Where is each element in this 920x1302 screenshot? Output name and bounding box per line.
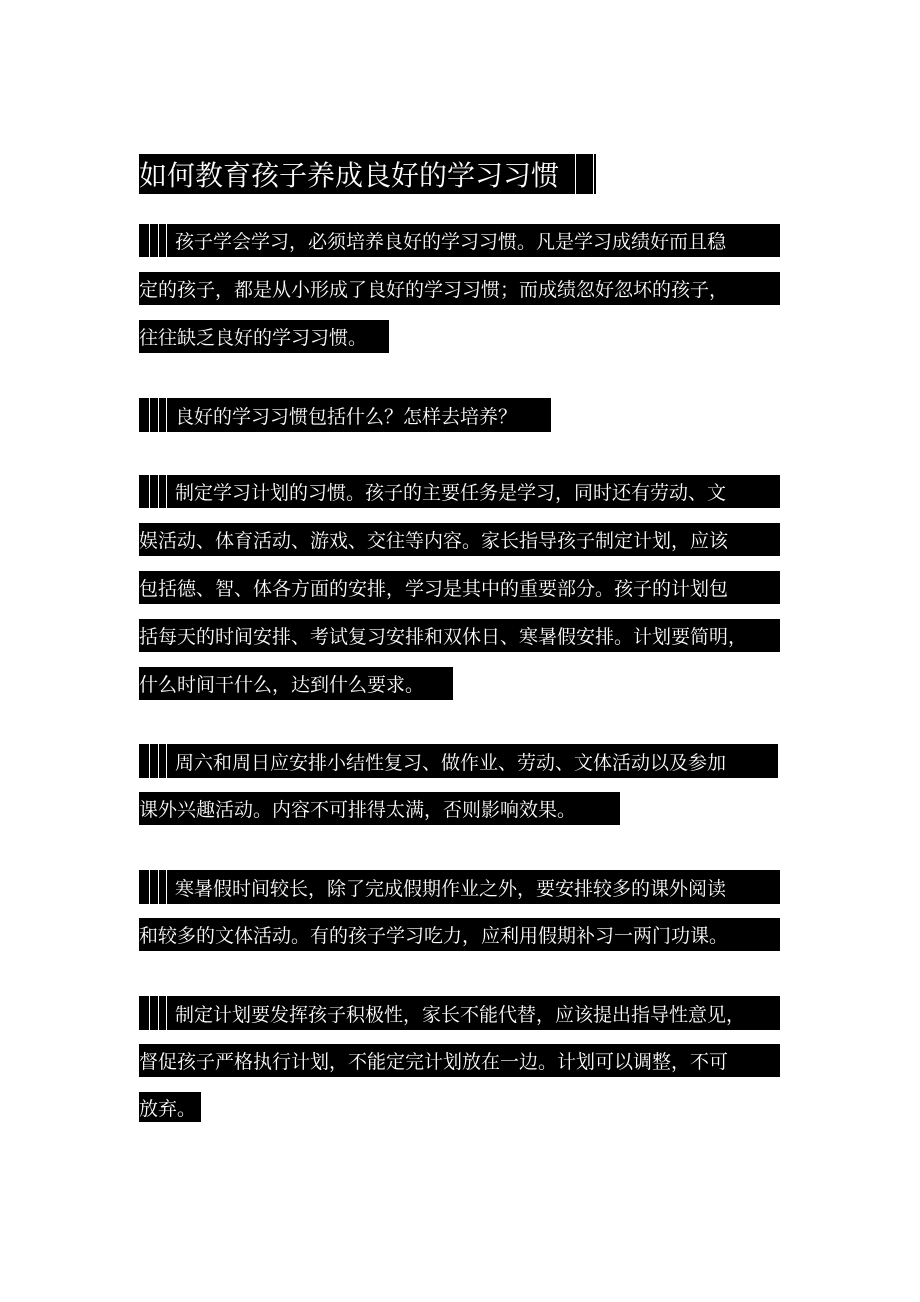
text-line	[139, 996, 780, 1030]
text-line	[139, 224, 780, 257]
indent-marks	[139, 744, 175, 778]
indent-marks	[139, 398, 175, 432]
line-text: 往往缺乏良好的学习习惯。	[139, 327, 368, 349]
text-line	[139, 1092, 201, 1122]
document-title	[139, 154, 596, 194]
line-text: 良好的学习习惯包括什么？怎样去培养？	[175, 405, 518, 428]
line-text: 制定计划要发挥孩子积极性，家长不能代替，应该提出指导性意见，	[175, 1003, 746, 1026]
title-trailing-marks	[559, 154, 596, 194]
line-text: 定的孩子，都是从小形成了良好的学习习惯；而成绩忽好忽坏的孩子，	[139, 279, 729, 301]
text-line	[139, 398, 551, 432]
indent-marks	[139, 475, 175, 508]
line-text: 督促孩子严格执行计划，不能定完计划放在一边。计划可以调整，不可	[139, 1051, 729, 1073]
line-text: 孩子学会学习，必须培养良好的学习习惯。凡是学习成绩好而且稳	[175, 231, 727, 253]
line-text: 什么时间干什么，达到什么要求。	[139, 674, 425, 696]
text-line	[139, 320, 389, 353]
indent-marks	[139, 870, 175, 904]
text-line	[139, 792, 620, 825]
line-text: 放弃。	[139, 1097, 197, 1120]
text-line	[139, 667, 453, 700]
text-line	[139, 571, 780, 604]
line-text: 括每天的时间安排、考试复习安排和双休日、寒暑假安排。计划要简明，	[139, 626, 748, 648]
indent-marks	[139, 224, 175, 257]
line-text: 制定学习计划的习惯。孩子的主要任务是学习，同时还有劳动、文	[175, 482, 727, 504]
text-line	[139, 523, 780, 556]
text-line	[139, 744, 778, 778]
text-line	[139, 272, 780, 305]
title-text: 如何教育孩子养成良好的学习习惯	[139, 159, 560, 192]
line-text: 和较多的文体活动。有的孩子学习吃力，应利用假期补习一两门功课。	[139, 925, 729, 947]
line-text: 包括德、智、体各方面的安排，学习是其中的重要部分。孩子的计划包	[139, 578, 729, 600]
text-line	[139, 1044, 780, 1077]
indent-marks	[139, 996, 175, 1030]
line-text: 周六和周日应安排小结性复习、做作业、劳动、文体活动以及参加	[175, 751, 727, 774]
line-text: 寒暑假时间较长，除了完成假期作业之外，要安排较多的课外阅读	[175, 877, 727, 900]
text-line	[139, 619, 780, 652]
line-text: 课外兴趣活动。内容不可排得太满，否则影响效果。	[139, 799, 577, 821]
text-line	[139, 475, 780, 508]
text-line	[139, 918, 780, 951]
text-line	[139, 870, 780, 904]
line-text: 娱活动、体育活动、游戏、交往等内容。家长指导孩子制定计划，应该	[139, 530, 729, 552]
